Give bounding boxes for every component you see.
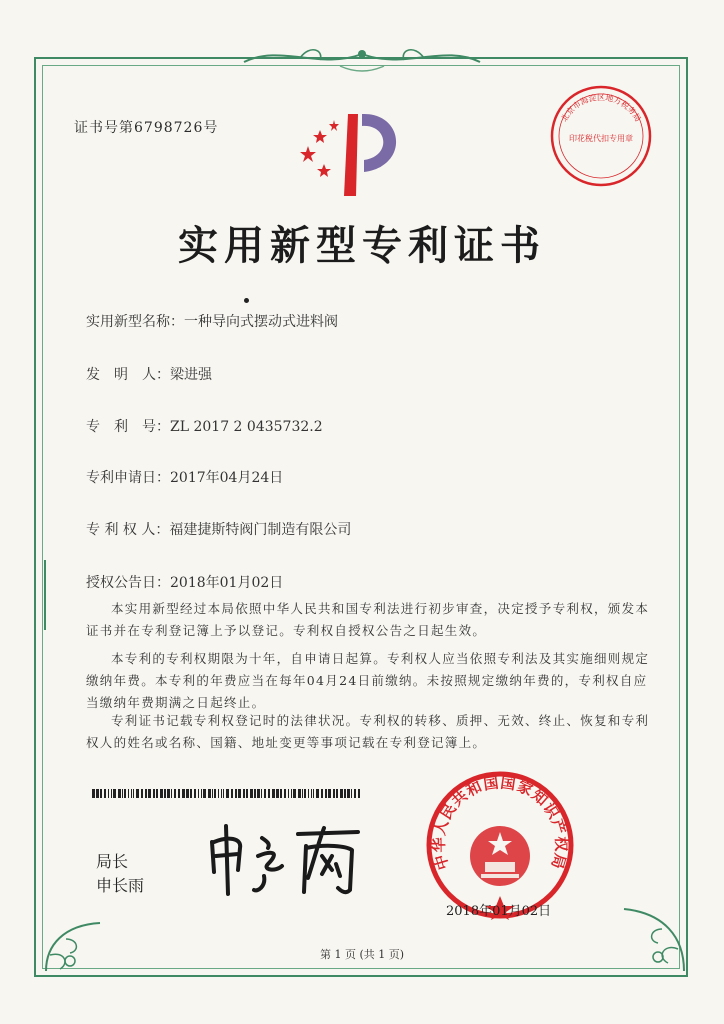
field-value: 2018年01月02日 [170,575,284,591]
tax-stamp-seal [548,83,654,189]
field-label: 专 利 号： [86,419,170,435]
field-utility-model-name [86,311,338,331]
tax-seal-arc-text: 北京市海淀区地方税务局 [559,93,643,124]
official-name: 申长雨 [96,876,145,895]
certificate-number: 证书号第6798726号 [74,120,219,136]
ink-dot [244,298,249,303]
page-number: 第 1 页 (共 1 页) [319,948,405,961]
field-label: 实用新型名称： [86,314,184,330]
body-paragraph-3: 专利证书记载专利权登记时的法律状况。专利权的转移、质押、无效、终止、恢复和专利权人的姓名或名称、国籍、地址变更等事项记载在专利登记簿上。 [86,713,650,750]
official-title: 局长 [96,852,129,871]
cnipa-logo-icon [296,106,414,198]
barcode [92,789,364,798]
bottom-right-ornament [614,885,690,977]
field-patentee [86,519,351,539]
field-value: 2017年04月24日 [170,470,284,486]
bottom-left-ornament [40,905,110,977]
field-value: 福建捷斯特阀门制造有限公司 [169,522,352,538]
body-paragraph-2: 本专利的专利权期限为十年，自申请日起算。专利权人应当依照专利法及其实施细则规定缴纳年费。本专利的年费应当在每年04月24日前缴纳。未按照规定缴纳年费的，专利权自应当缴纳年费期满之日起终止。 [86,651,650,710]
cnipa-official-seal [425,770,575,920]
field-value: 梁进强 [170,367,212,383]
top-ornament [240,40,484,76]
certificate-title: 实用新型专利证书 [178,222,546,269]
field-label: 授权公告日： [86,575,170,591]
tax-seal-inner-text: 印花税代扣专用章 [569,134,633,143]
handwritten-signature [206,820,364,900]
field-value: ZL 2017 2 0435732.2 [170,419,323,435]
field-label: 专利申请日： [86,470,170,486]
field-value: 一种导向式摆动式进料阀 [184,314,338,330]
field-label: 发 明 人： [86,367,170,383]
field-label: 专 利 权 人： [86,522,170,538]
field-patent-number [86,416,323,436]
field-grant-date [86,572,283,592]
field-inventor [86,364,212,384]
seal-date: 2018年01月02日 [446,904,552,919]
seal-arc-text: 中华人民共和国国家知识产权局 [429,773,571,872]
body-paragraph-1: 本实用新型经过本局依照中华人民共和国专利法进行初步审查，决定授予专利权，颁发本证书并在专利登记簿上予以登记。专利权自授权公告之日起生效。 [86,601,650,638]
left-side-ornament [38,560,52,630]
field-application-date [86,467,283,487]
national-emblem-icon [470,826,530,886]
